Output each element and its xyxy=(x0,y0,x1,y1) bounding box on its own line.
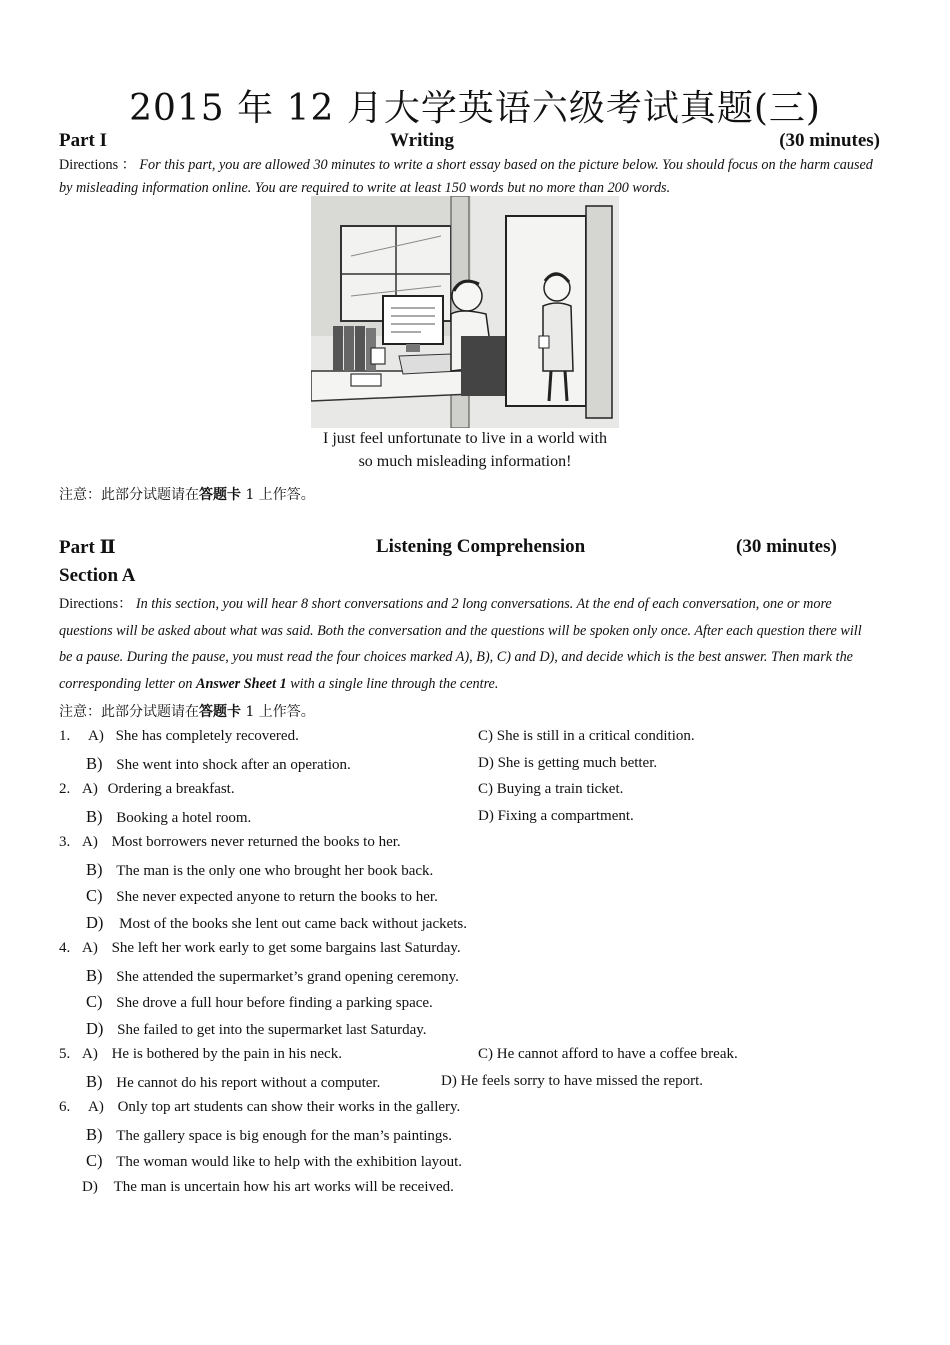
q2-option-c: C) Buying a train ticket. xyxy=(478,781,624,797)
option-text: The man is uncertain how his art works will be received. xyxy=(113,1179,454,1195)
option-text: She never expected anyone to return the books to her. xyxy=(116,889,438,905)
q3-option-d xyxy=(86,913,467,933)
q2-number: 2. xyxy=(59,781,71,797)
cartoon-caption xyxy=(265,427,665,473)
note-prefix: 注意：此部分试题请在 xyxy=(59,704,199,720)
caption-line-2: so much misleading information! xyxy=(358,453,572,470)
option-text: He is bothered by the pain in his neck. xyxy=(111,1046,342,1062)
note-bold: 答题卡 xyxy=(199,487,241,503)
directions-text-a: In this section, you will hear 8 short conversations and 2 long conversations. At the end of each conversation, one or more questions will be asked about what was said. Both the conversation and the questions will be spoken only once. After each question there will be a pause. During the pause, you must read the four choices marked A), B), C) and D), and decide which is the best answer. Then mark the corresponding letter on xyxy=(59,596,862,692)
note-suffix: 1 上作答。 xyxy=(241,487,315,503)
option-label: A) xyxy=(82,781,98,797)
option-label: B) xyxy=(86,1072,103,1091)
part1-name: Writing xyxy=(390,130,455,151)
directions-label: Directions ： xyxy=(59,157,136,173)
q4-number: 4. xyxy=(59,940,71,956)
q5-option-a xyxy=(59,1046,342,1063)
part2-name: Listening Comprehension xyxy=(376,536,586,557)
directions-text: For this part, you are allowed 30 minutes to write a short essay based on the picture below. You should focus on the harm caused by misleading information online. You are required to write at least 150 words but no more than 200 words. xyxy=(59,157,873,196)
option-text: She failed to get into the supermarket last Saturday. xyxy=(117,1022,427,1038)
q5-option-c: C) He cannot afford to have a coffee break. xyxy=(478,1046,738,1062)
q5-option-d: D) He feels sorry to have missed the report. xyxy=(441,1073,704,1089)
page-title: 2015 年 12 月大学英语六级考试真题(三) xyxy=(129,88,821,129)
option-label: C) xyxy=(86,992,103,1011)
q1-number: 1. xyxy=(59,728,71,744)
part2-time: (30 minutes) xyxy=(736,536,837,557)
option-text: He cannot do his report without a computer. xyxy=(116,1075,381,1091)
option-label: B) xyxy=(86,754,103,773)
note-suffix: 1 上作答。 xyxy=(241,704,315,720)
q4-option-b xyxy=(86,966,459,986)
option-label: A) xyxy=(82,940,98,956)
q1-option-d: D) She is getting much better. xyxy=(478,755,658,771)
q2-option-a xyxy=(59,781,235,798)
option-text: The gallery space is big enough for the man’s paintings. xyxy=(116,1128,452,1144)
option-label: D) xyxy=(86,1019,104,1038)
q4-option-c xyxy=(86,992,433,1012)
option-text: She drove a full hour before finding a parking space. xyxy=(116,995,433,1011)
q4-option-a xyxy=(59,940,461,957)
option-text: Booking a hotel room. xyxy=(116,810,252,826)
part1-directions xyxy=(59,154,874,200)
q1-option-a xyxy=(59,728,299,745)
option-text: Most of the books she lent out came back without jackets. xyxy=(119,916,468,932)
option-label: B) xyxy=(86,966,103,985)
q1-option-c: C) She is still in a critical condition. xyxy=(478,728,695,744)
answer-sheet-bold: Answer Sheet 1 xyxy=(196,675,287,692)
part2-directions xyxy=(59,591,874,697)
q2-option-d: D) Fixing a compartment. xyxy=(478,808,634,824)
q1-option-b xyxy=(86,754,351,774)
q6-option-a xyxy=(59,1099,460,1116)
option-label: D) xyxy=(82,1179,98,1195)
option-label: B) xyxy=(86,807,103,826)
option-text: Most borrowers never returned the books to her. xyxy=(111,834,401,850)
option-label: C) xyxy=(86,1151,103,1170)
part2-note xyxy=(59,701,315,721)
option-text: The man is the only one who brought her book back. xyxy=(116,863,434,879)
q3-option-a xyxy=(59,834,401,851)
q6-option-d xyxy=(82,1179,454,1196)
q3-number: 3. xyxy=(59,834,71,850)
option-label: A) xyxy=(88,1099,104,1115)
option-label: A) xyxy=(82,1046,98,1062)
caption-line-1: I just feel unfortunate to live in a world with xyxy=(323,430,607,447)
q2-option-b xyxy=(86,807,251,827)
q3-option-c xyxy=(86,886,438,906)
option-label: B) xyxy=(86,860,103,879)
cartoon-illustration xyxy=(311,196,619,428)
option-label: A) xyxy=(82,834,98,850)
part1-time: (30 minutes) xyxy=(779,130,880,151)
q6-option-b xyxy=(86,1125,452,1145)
part2-label: Part Ⅱ xyxy=(59,537,116,558)
option-label: D) xyxy=(86,913,104,932)
note-prefix: 注意：此部分试题请在 xyxy=(59,487,199,503)
option-text: She left her work early to get some bargains last Saturday. xyxy=(111,940,461,956)
option-text: She attended the supermarket’s grand opening ceremony. xyxy=(116,969,459,985)
note-bold: 答题卡 xyxy=(199,704,241,720)
option-text: Ordering a breakfast. xyxy=(107,781,235,797)
q5-number: 5. xyxy=(59,1046,71,1062)
q3-option-b xyxy=(86,860,433,880)
part1-label: Part I xyxy=(59,130,108,151)
q6-number: 6. xyxy=(59,1099,71,1115)
part1-note xyxy=(59,484,315,504)
q5-option-b xyxy=(86,1072,380,1092)
option-label: A) xyxy=(88,728,104,744)
option-label: B) xyxy=(86,1125,103,1144)
option-text: Only top art students can show their works in the gallery. xyxy=(117,1099,461,1115)
directions-label: Directions： xyxy=(59,596,133,612)
directions-text-b: with a single line through the centre. xyxy=(286,675,499,692)
q4-option-d xyxy=(86,1019,427,1039)
option-text: She went into shock after an operation. xyxy=(116,757,351,773)
q6-option-c xyxy=(86,1151,462,1171)
option-text: The woman would like to help with the exhibition layout. xyxy=(116,1154,463,1170)
option-text: She has completely recovered. xyxy=(115,728,299,744)
option-label: C) xyxy=(86,886,103,905)
section-a-heading: Section A xyxy=(59,565,136,586)
